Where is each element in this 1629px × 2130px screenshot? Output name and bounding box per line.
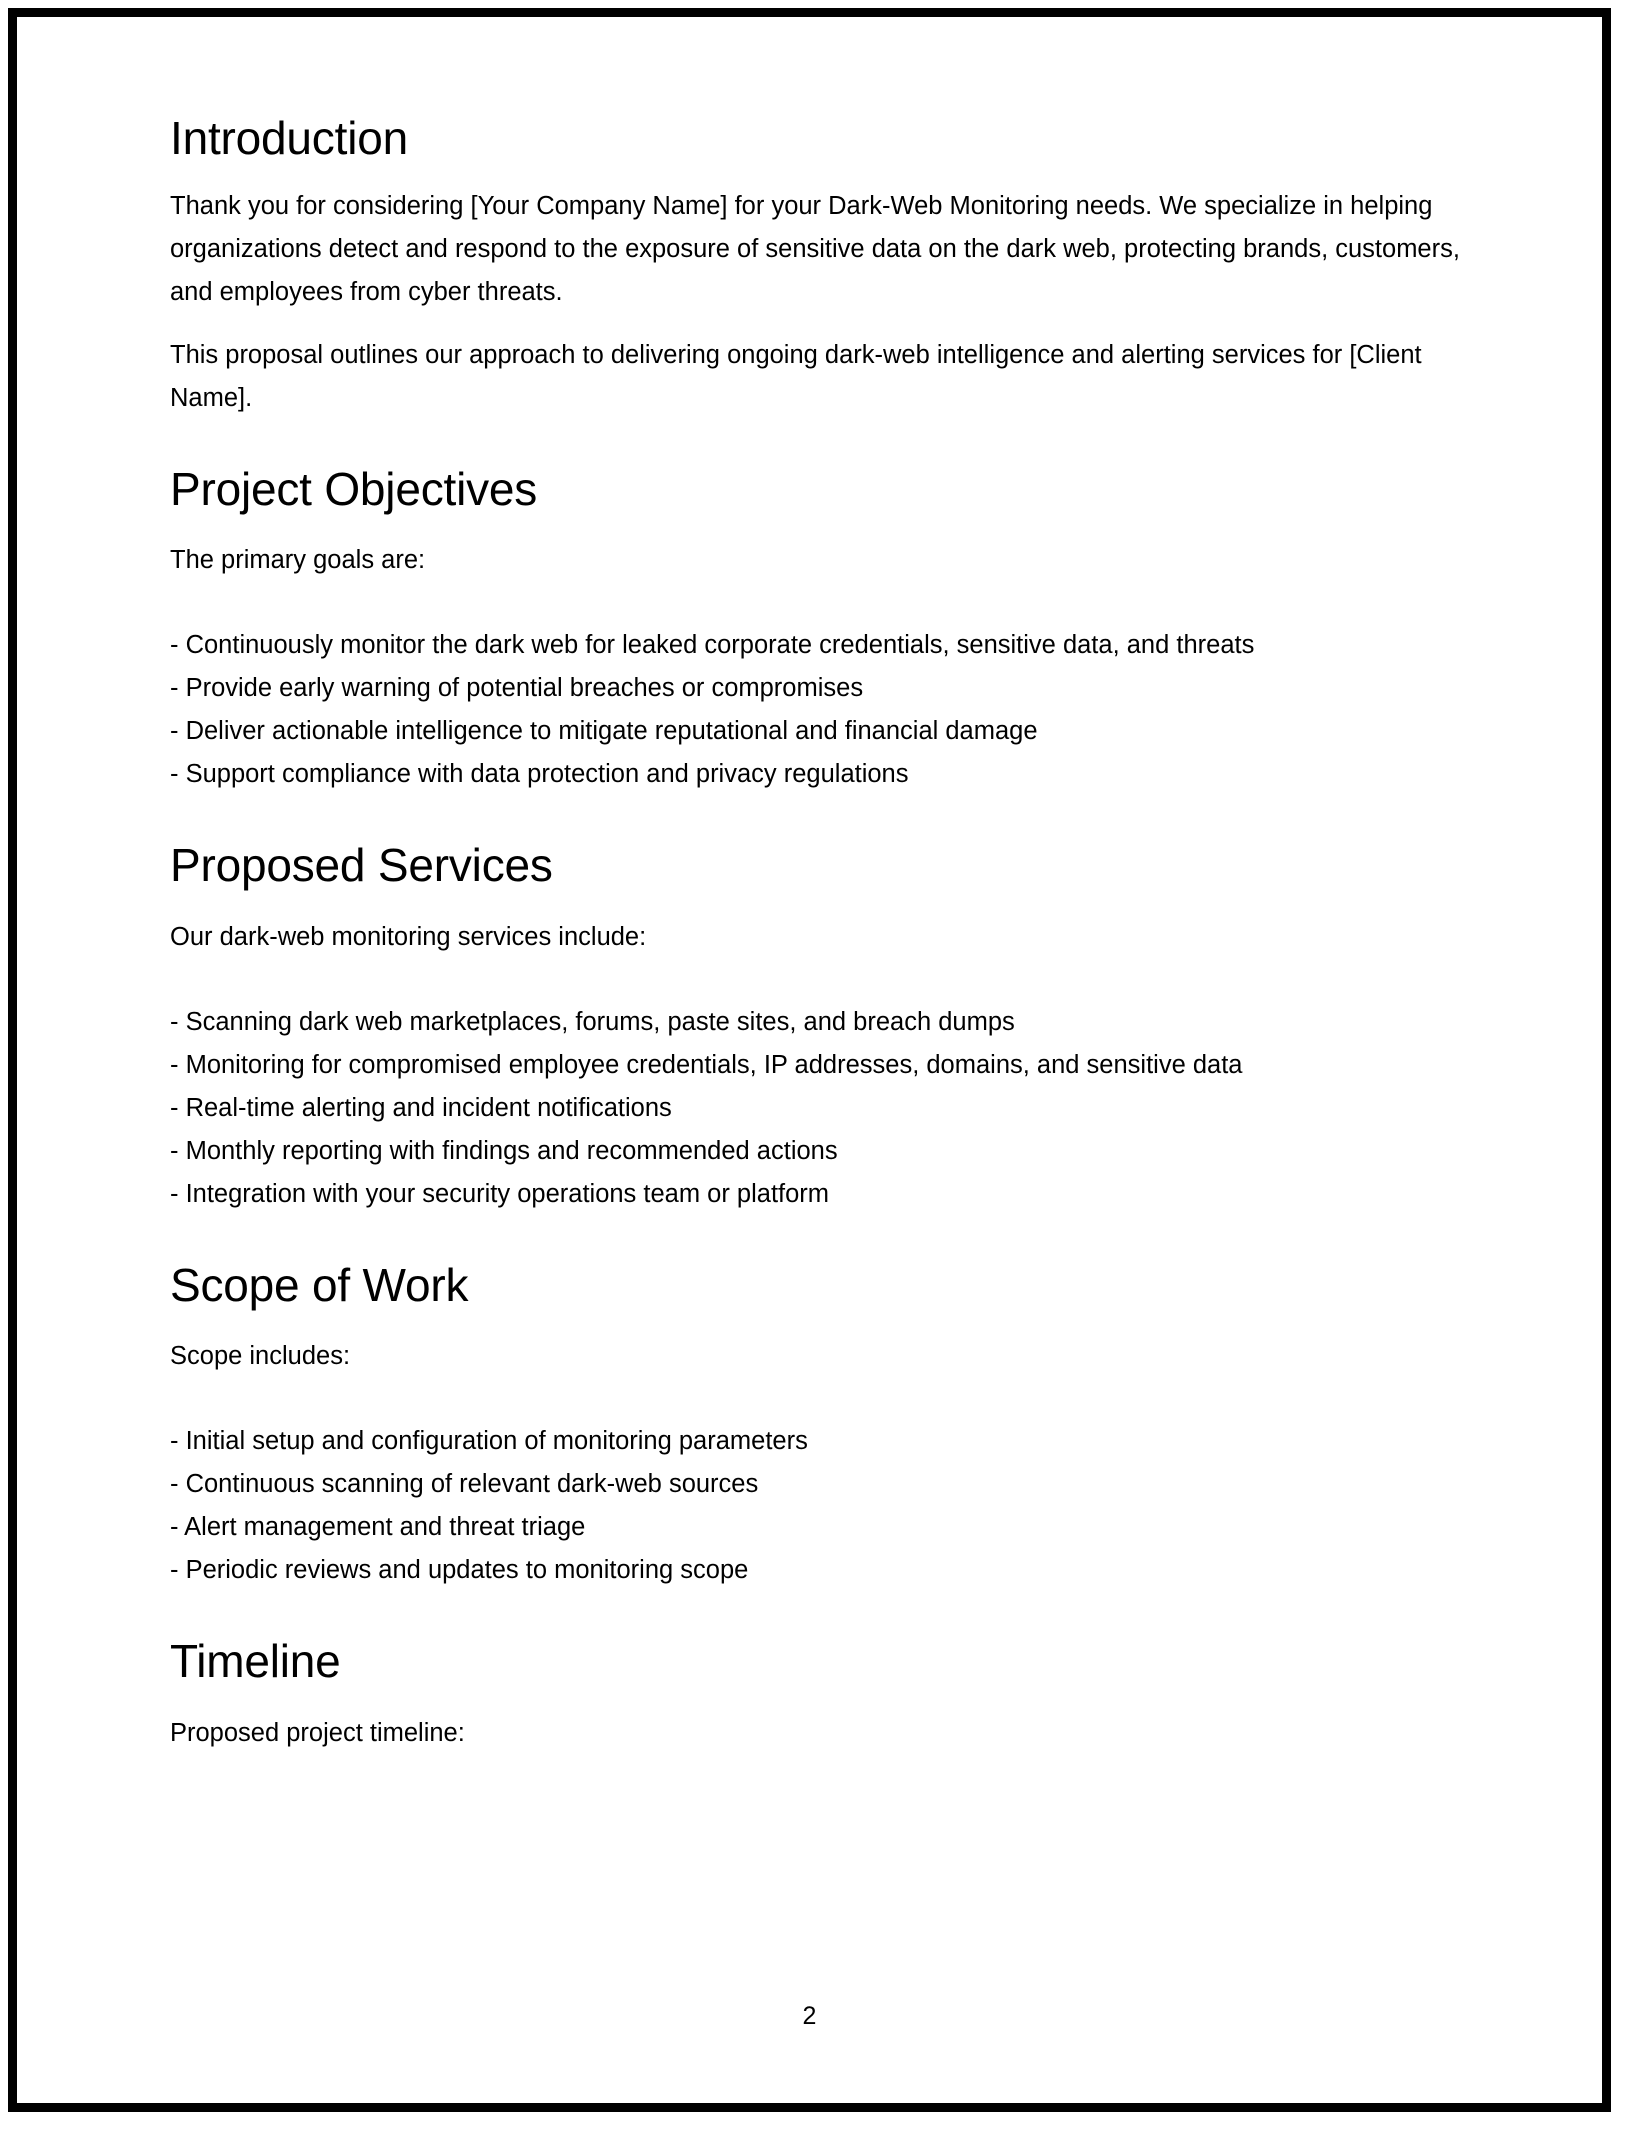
- section-timeline: [170, 1636, 1470, 1755]
- list-item: - Provide early warning of potential breaches or compromises: [170, 674, 864, 703]
- section-proposed-services: [170, 840, 1470, 1216]
- paragraph-timeline-lead: Proposed project timeline:: [170, 1718, 465, 1747]
- heading-introduction: Introduction: [170, 112, 408, 164]
- heading-project-objectives: Project Objectives: [170, 462, 538, 515]
- list-proposed-services: [170, 1001, 1470, 1216]
- paragraph-project-objectives-lead: The primary goals are:: [170, 546, 426, 575]
- list-item: - Integration with your security operations team or platform: [170, 1179, 830, 1208]
- list-item: - Continuous scanning of relevant dark-web sources: [170, 1470, 759, 1499]
- paragraph-intro-1: Thank you for considering [Your Company Name] for your Dark-Web Monitoring needs. We specialize in helping organizations detect and respond to the exposure of sensitive data on the dark web, protecting brands, customers, and employees from cyber threats.: [170, 191, 1460, 306]
- page-number: 2: [802, 2002, 817, 2030]
- list-item: - Periodic reviews and updates to monitoring scope: [170, 1556, 749, 1585]
- list-item: - Monthly reporting with findings and recommended actions: [170, 1136, 838, 1165]
- list-item: - Alert management and threat triage: [170, 1513, 586, 1542]
- paragraph-scope-of-work-lead: Scope includes:: [170, 1342, 351, 1371]
- list-item: - Real-time alerting and incident notifications: [170, 1093, 672, 1122]
- list-item: - Scanning dark web marketplaces, forums, paste sites, and breach dumps: [170, 1007, 1015, 1036]
- document-page-frame: [8, 8, 1611, 2112]
- document-page: [17, 17, 1602, 2103]
- list-scope-of-work: [170, 1420, 1470, 1592]
- heading-timeline: Timeline: [170, 1635, 341, 1688]
- list-item: - Support compliance with data protection and privacy regulations: [170, 760, 909, 789]
- heading-scope-of-work: Scope of Work: [170, 1258, 469, 1311]
- list-item: - Initial setup and configuration of monitoring parameters: [170, 1427, 808, 1456]
- list-item: - Deliver actionable intelligence to mitigate reputational and financial damage: [170, 717, 1038, 746]
- paragraph-proposed-services-lead: Our dark-web monitoring services include:: [170, 922, 647, 951]
- heading-proposed-services: Proposed Services: [170, 839, 553, 892]
- list-item: - Continuously monitor the dark web for leaked corporate credentials, sensitive data, and threats: [170, 631, 1255, 660]
- section-project-objectives: [170, 464, 1470, 797]
- paragraph-intro-2: This proposal outlines our approach to delivering ongoing dark-web intelligence and alerting services for [Client Name].: [170, 340, 1422, 412]
- section-scope-of-work: [170, 1260, 1470, 1593]
- section-introduction: [170, 113, 1470, 420]
- list-item: - Monitoring for compromised employee credentials, IP addresses, domains, and sensitive data: [170, 1050, 1243, 1079]
- document-content: [170, 113, 1470, 1755]
- list-project-objectives: [170, 624, 1470, 796]
